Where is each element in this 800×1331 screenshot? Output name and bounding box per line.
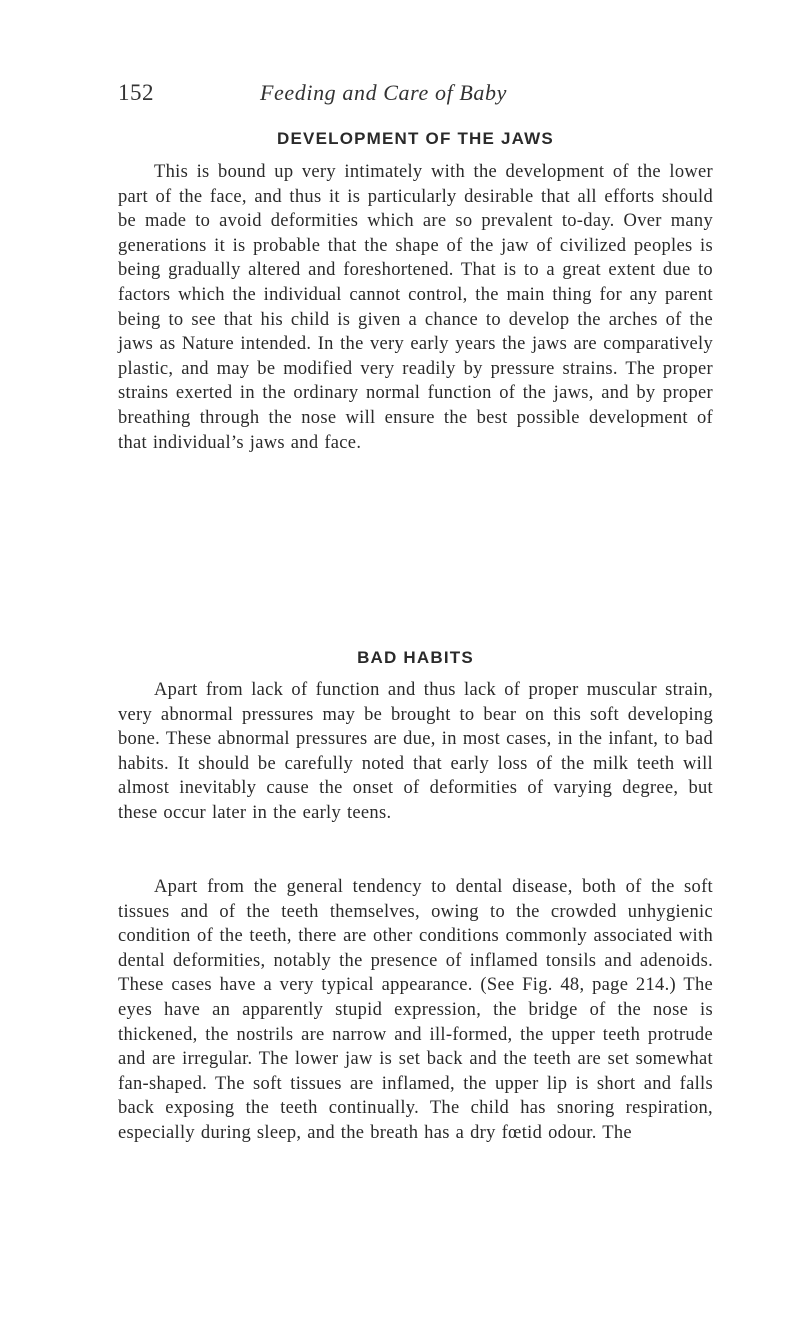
page-number: 152 [118, 80, 154, 105]
paragraph-bad-habits-2: Apart from the general tendency to dental disease, both of the soft tissues and of the teeth themselves, owing to the crowded unhygienic condition of the teeth, there are other conditions commonly associated with dental deformities, notably the presence of inflamed tonsils and adenoids. These cases have a very typical appearance. (See Fig. 48, page 214.) The eyes have an apparently stupid expression, the bridge of the nose is thickened, the nostrils are narrow and ill-formed, the upper teeth protrude and are irregular. The lower jaw is set back and the teeth are set somewhat fan-shaped. The soft tissues are inflamed, the upper lip is short and falls back exposing the teeth continually. The child has snoring respiration, especially during sleep, and the breath has a dry fœtid odour. The [118, 877, 713, 1143]
running-title: Feeding and Care of Baby [260, 80, 507, 105]
paragraph-bad-habits-1: Apart from lack of function and thus lack of proper muscular strain, very abnormal pressures may be brought to bear on this soft developing bone. These abnormal pressures are due, in most cases, in the infant, to bad habits. It should be carefully noted that early loss of the milk teeth will almost inevitably cause the onset of deformities of varying degree, but these occur later in the early teens. [118, 680, 713, 823]
section-heading-bad-habits: BAD HABITS [357, 648, 474, 667]
running-head [118, 80, 713, 110]
section-heading-development-of-the-jaws: DEVELOPMENT OF THE JAWS [277, 129, 554, 148]
paragraph-development-of-the-jaws: This is bound up very intimately with the development of the lower part of the face, and thus it is particularly desirable that all efforts should be made to avoid deformities which are so prevalent to-day. Over many generations it is probable that the shape of the jaw of civilized peoples is being gradually altered and foreshortened. That is to a great extent due to factors which the individual cannot control, the main thing for any parent being to see that his child is given a chance to develop the arches of the jaws as Nature intended. In the very early years the jaws are comparatively plastic, and may be modified very readily by pressure strains. The proper strains exerted in the ordinary normal function of the jaws, and by proper breathing through the nose will ensure the best possible development of that individual’s jaws and face. [118, 162, 713, 453]
